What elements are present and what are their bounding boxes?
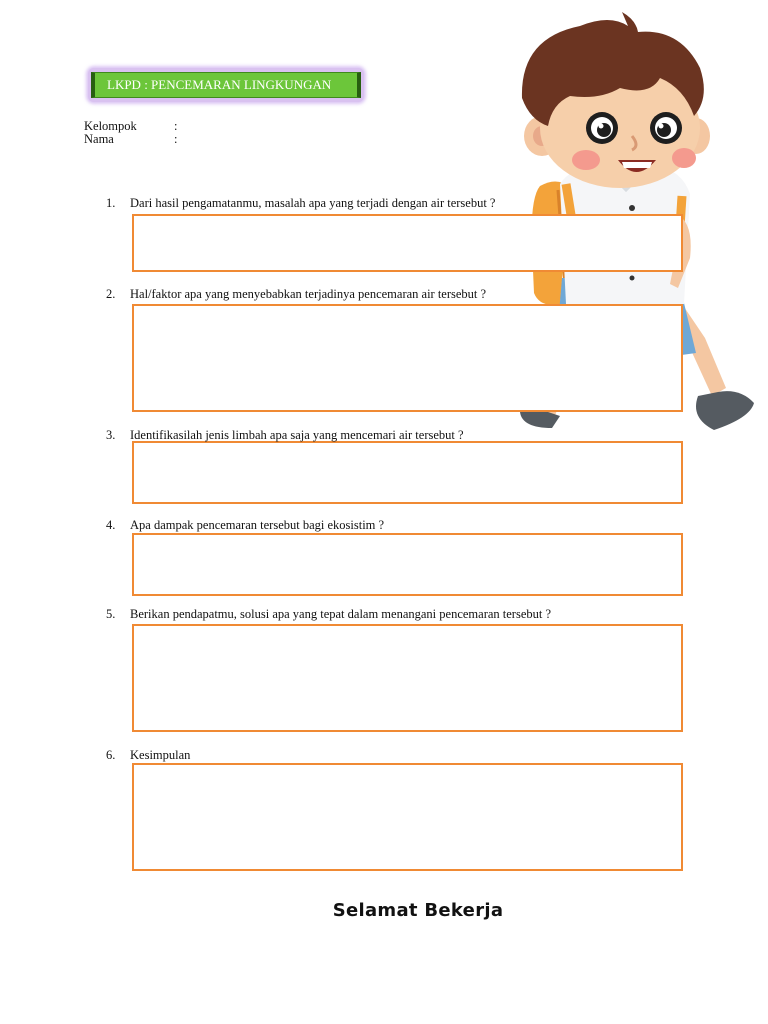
answer-box-5[interactable] [132, 624, 683, 732]
question-text: Kesimpulan [130, 748, 191, 762]
group-field [84, 119, 177, 133]
question-5 [106, 606, 551, 622]
worksheet-title: LKPD : PENCEMARAN LINGKUNGAN [91, 72, 361, 98]
question-6 [106, 747, 190, 763]
answer-box-6[interactable] [132, 763, 683, 871]
question-number: 5. [106, 607, 116, 621]
question-3 [106, 427, 464, 443]
question-4 [106, 517, 384, 533]
worksheet-title-banner [88, 68, 364, 102]
question-text: Hal/faktor apa yang menyebabkan terjadinya pencemaran air tersebut ? [130, 287, 487, 301]
closing-message: Selamat Bekerja [332, 900, 504, 921]
question-number: 2. [106, 287, 116, 301]
group-label: Kelompok [84, 119, 137, 133]
question-1 [106, 195, 495, 211]
question-number: 1. [106, 196, 116, 210]
name-separator: : [174, 132, 178, 146]
question-text: Dari hasil pengamatanmu, masalah apa yang terjadi dengan air tersebut ? [130, 196, 496, 210]
answer-box-4[interactable] [132, 533, 683, 596]
question-number: 4. [106, 518, 116, 532]
question-text: Berikan pendapatmu, solusi apa yang tepat dalam menangani pencemaran tersebut ? [130, 607, 552, 621]
group-separator: : [174, 119, 178, 133]
answer-box-2[interactable] [132, 304, 683, 412]
answer-box-3[interactable] [132, 441, 683, 504]
name-field [84, 132, 177, 146]
name-label: Nama [84, 132, 114, 146]
answer-box-1[interactable] [132, 214, 683, 272]
question-number: 6. [106, 748, 116, 762]
question-2 [106, 286, 486, 302]
question-text: Identifikasilah jenis limbah apa saja yang mencemari air tersebut ? [130, 428, 464, 442]
question-number: 3. [106, 428, 116, 442]
question-text: Apa dampak pencemaran tersebut bagi ekosistim ? [130, 518, 385, 532]
